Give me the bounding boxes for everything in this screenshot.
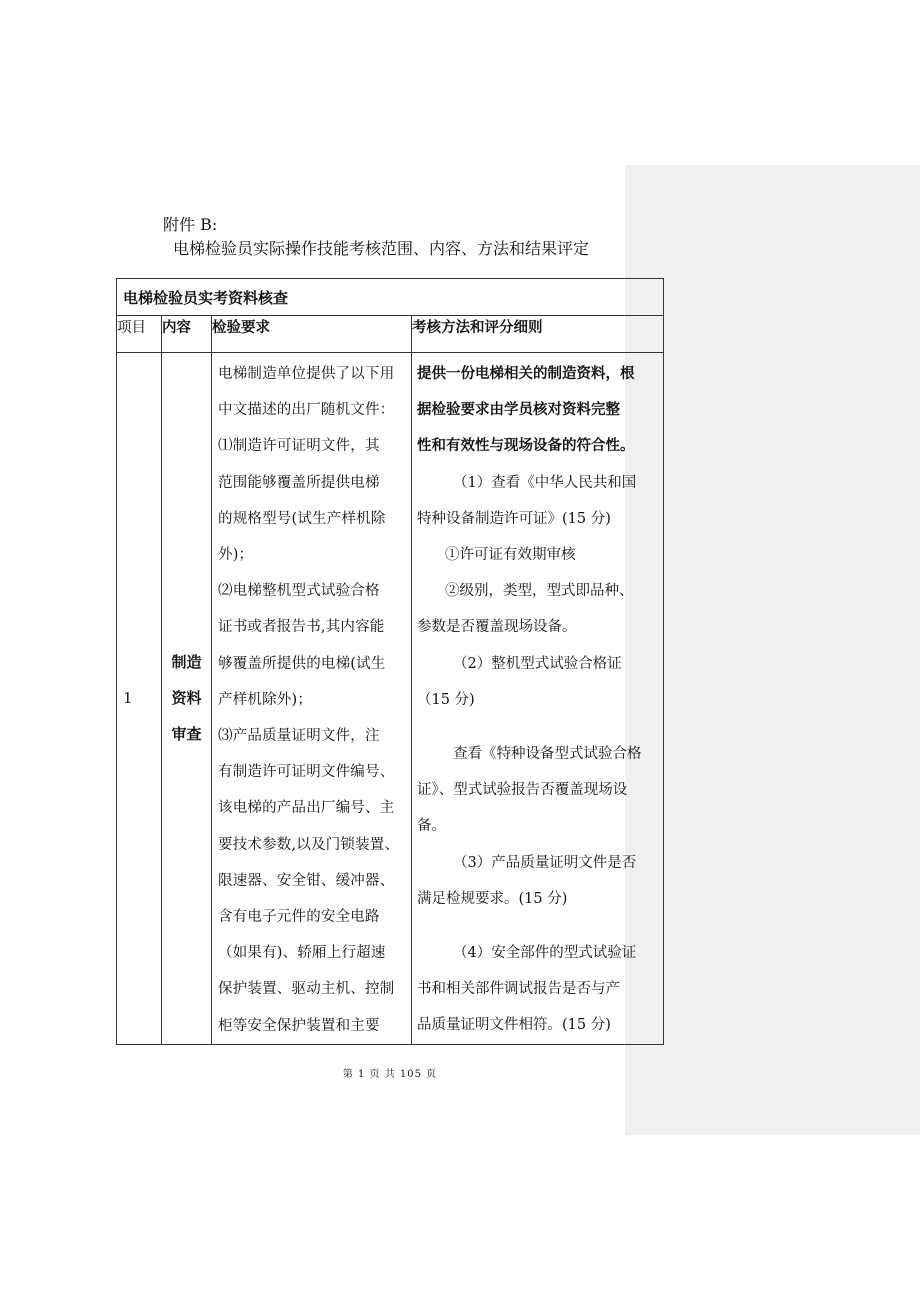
method-item-3-cont: 满足检规要求。(15 分) bbox=[417, 890, 568, 907]
requirement-line: ⑶产品质量证明文件，注 bbox=[218, 728, 380, 745]
document-title: 电梯检验员实际操作技能考核范围、内容、方法和结果评定 bbox=[173, 239, 590, 258]
method-item-2: （2）整机型式试验合格证 bbox=[453, 655, 622, 672]
method-intro-line: 提供一份电梯相关的制造资料，根 bbox=[417, 365, 635, 382]
column-header-requirement: 检验要求 bbox=[212, 316, 412, 353]
method-item-1: （1）查看《中华人民共和国 bbox=[453, 474, 637, 491]
method-intro-line: 据检验要求由学员核对资料完整 bbox=[417, 401, 620, 419]
method-item-2-detail-cont: 备。 bbox=[417, 818, 446, 835]
requirement-line: 的规格型号(试生产样机除 bbox=[218, 510, 386, 527]
requirement-line: 电梯制造单位提供了以下用 bbox=[218, 366, 395, 382]
table-row bbox=[117, 353, 664, 1045]
column-header-item: 项目 bbox=[117, 316, 162, 353]
row-requirement bbox=[212, 353, 412, 1045]
requirement-line: 限速器、安全钳、缓冲器、 bbox=[218, 872, 395, 889]
attachment-label: 附件 B: bbox=[163, 215, 218, 234]
table-caption: 电梯检验员实考资料核查 bbox=[117, 279, 664, 316]
method-sub-2-cont: 参数是否覆盖现场设备。 bbox=[417, 619, 577, 636]
requirement-line: 中文描述的出厂随机文件： bbox=[218, 402, 395, 419]
table-header-row bbox=[117, 316, 664, 353]
requirement-line: 含有电子元件的安全电路 bbox=[218, 909, 380, 926]
requirement-line: 要技术参数,以及门锁装置、 bbox=[218, 836, 400, 853]
requirement-line: 该电梯的产品出厂编号、主 bbox=[218, 800, 395, 817]
method-item-1-cont: 特种设备制造许可证》(15 分) bbox=[417, 510, 611, 527]
method-sub-2: ②级别，类型，型式即品种、 bbox=[445, 583, 634, 600]
row-method bbox=[412, 353, 664, 1045]
row-content bbox=[162, 353, 212, 1045]
content-line: 审查 bbox=[171, 725, 202, 744]
requirement-line: 范围能够覆盖所提供电梯 bbox=[218, 474, 380, 491]
page-footer: 第 1 页 共 105 页 bbox=[342, 1069, 438, 1080]
inspection-table bbox=[116, 278, 664, 1045]
method-item-2-detail-cont: 证》、型式试验报告否覆盖现场设 bbox=[417, 782, 628, 799]
requirement-line: 产样机除外)； bbox=[218, 691, 313, 708]
method-item-2-detail: 查看《特种设备型式试验合格 bbox=[453, 746, 642, 763]
requirement-line: 有制造许可证明文件编号、 bbox=[218, 764, 395, 781]
requirement-line: ⑴制造许可证明文件，其 bbox=[218, 438, 380, 455]
requirement-line: 证书或者报告书,其内容能 bbox=[218, 619, 385, 636]
requirement-line: 柜等安全保护装置和主要 bbox=[218, 1017, 380, 1034]
method-item-4-cont: 书和相关部件调试报告是否与产 bbox=[417, 981, 620, 998]
requirement-line: （如果有)、轿厢上行超速 bbox=[218, 945, 386, 962]
method-intro-line: 性和有效性与现场设备的符合性。 bbox=[417, 437, 635, 455]
requirement-line: 保护装置、驱动主机、控制 bbox=[218, 981, 395, 998]
method-sub-1: ①许可证有效期审核 bbox=[445, 547, 576, 564]
method-item-3: （3）产品质量证明文件是否 bbox=[453, 854, 637, 871]
method-item-2-cont: （15 分) bbox=[417, 691, 475, 708]
content-line: 制造 bbox=[171, 653, 202, 672]
requirement-line: ⑵电梯整机型式试验合格 bbox=[218, 583, 380, 600]
comment-pane bbox=[625, 165, 920, 1135]
requirement-line: 外)； bbox=[218, 547, 254, 564]
column-header-content: 内容 bbox=[162, 316, 212, 353]
method-item-4: （4）安全部件的型式试验证 bbox=[453, 945, 637, 962]
row-number: 1 bbox=[117, 353, 162, 1045]
method-item-4-cont: 品质量证明文件相符。(15 分) bbox=[417, 1017, 611, 1034]
requirement-line: 够覆盖所提供的电梯(试生 bbox=[218, 655, 386, 672]
column-header-method: 考核方法和评分细则 bbox=[412, 316, 664, 353]
content-line: 资料 bbox=[171, 689, 202, 708]
